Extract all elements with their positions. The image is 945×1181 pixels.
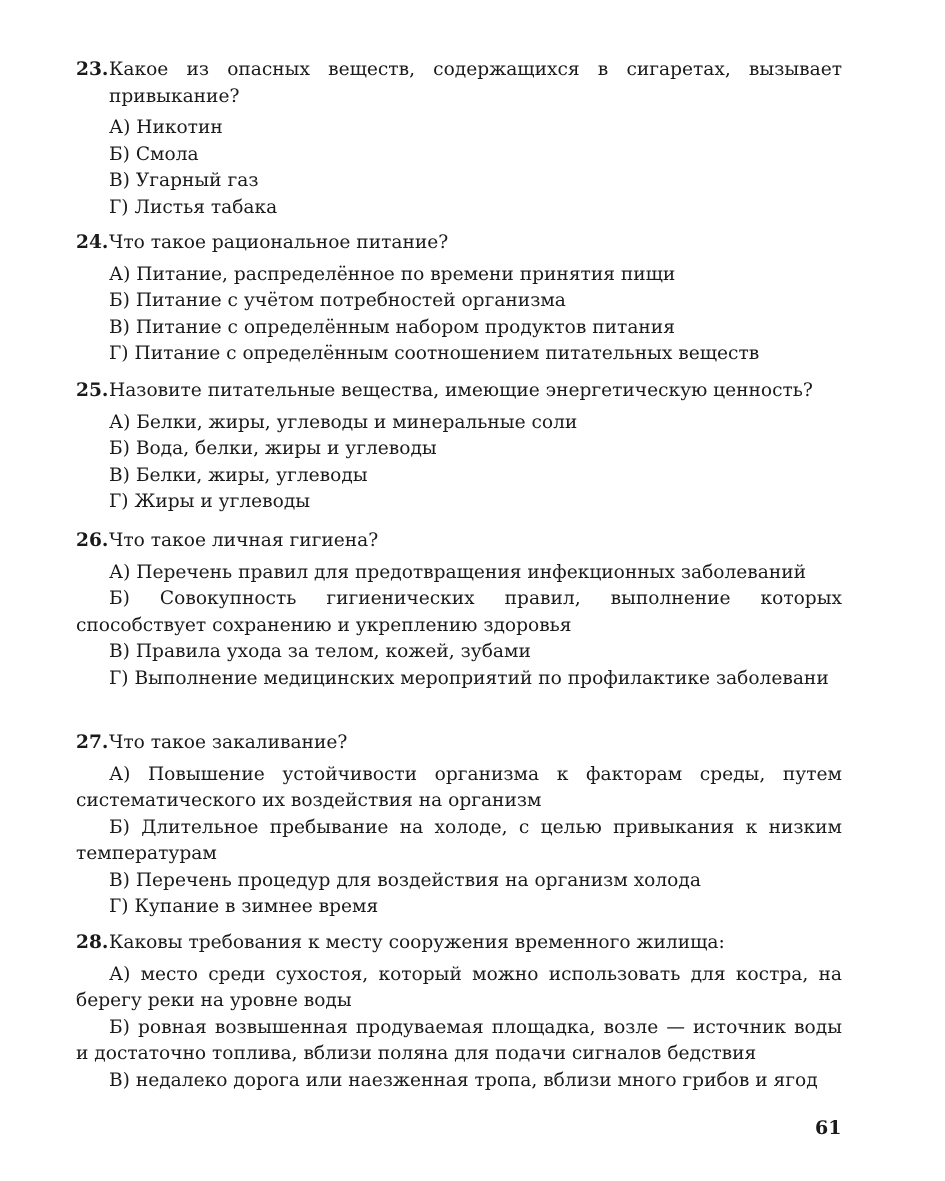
answer-option: Г) Выполнение медицинских мероприятий по профилактике заболевани [109, 667, 829, 689]
answer-option: В) Белки, жиры, углеводы [109, 464, 368, 486]
question-number: 26. [76, 530, 109, 551]
answer-option: Б) Вода, белки, жиры и углеводы [109, 438, 437, 459]
question-26 [76, 528, 842, 692]
question-text [76, 57, 842, 110]
answer-option: Б) Смола [109, 143, 199, 165]
answer-option: В) Перечень процедур для воздействия на организм холода [109, 869, 701, 891]
question-23 [76, 57, 842, 221]
answer-option: В) Питание с определённым набором продуктов питания [109, 316, 675, 338]
question-prompt: Какое из опасных веществ, содержащихся в сигаретах, вызывает привыкание? [109, 59, 842, 107]
answer-option: Г) Питание с определённым соотношением питательных веществ [109, 343, 760, 364]
question-prompt: Что такое личная гигиена? [109, 530, 379, 551]
answer-option: А) Перечень правил для предотвращения инфекционных заболеваний [109, 561, 807, 583]
question-text [76, 230, 842, 257]
answer-option: Б) Питание с учётом потребностей организма [109, 290, 566, 311]
answer-option: А) место среди сухостоя, который можно использовать для костра, на берегу реки на уровне воды [76, 963, 842, 1011]
question-prompt: Что такое закаливание? [109, 732, 348, 753]
answer-option: А) Белки, жиры, углеводы и минеральные соли [109, 411, 578, 433]
question-number: 28. [76, 932, 109, 953]
page-number: 61 [815, 1117, 842, 1139]
question-27 [76, 730, 842, 921]
question-number: 23. [76, 59, 109, 80]
answer-option: Г) Жиры и углеводы [109, 491, 311, 512]
answer-option: Б) Совокупность гигиенических правил, выполнение которых способствует сохранению и укреплению здоровья [76, 588, 842, 636]
answer-option: А) Никотин [109, 117, 223, 138]
question-text [76, 730, 842, 757]
answer-option: Г) Листья табака [109, 196, 278, 218]
question-number: 27. [76, 732, 109, 753]
question-text [76, 930, 842, 957]
question-number: 25. [76, 380, 109, 401]
question-prompt: Каковы требования к месту сооружения временного жилища: [109, 932, 725, 953]
question-prompt: Что такое рациональное питание? [109, 232, 449, 253]
question-text [76, 378, 842, 405]
question-28 [76, 930, 842, 1094]
question-prompt: Назовите питательные вещества, имеющие энергетическую ценность? [109, 380, 813, 401]
answer-option: А) Повышение устойчивости организма к факторам среды, путем систематического их воздействия на организм [76, 763, 842, 811]
question-25 [76, 378, 842, 516]
question-text [76, 528, 842, 555]
answer-option: Б) Длительное пребывание на холоде, с целью привыкания к низким температурам [76, 816, 842, 864]
question-24 [76, 230, 842, 368]
answer-option: В) недалеко дорога или наезженная тропа, вблизи много грибов и ягод [109, 1069, 818, 1091]
answer-option: Г) Купание в зимнее время [109, 896, 379, 917]
question-number: 24. [76, 232, 109, 253]
answer-option: В) Правила ухода за телом, кожей, зубами [109, 641, 531, 662]
answer-option: В) Угарный газ [109, 170, 259, 191]
answer-option: А) Питание, распределённое по времени принятия пищи [109, 263, 676, 285]
answer-option: Б) ровная возвышенная продуваемая площадка, возле — источник воды и достаточно топлива, вблизи поляна для подачи сигналов бедствия [76, 1016, 842, 1064]
